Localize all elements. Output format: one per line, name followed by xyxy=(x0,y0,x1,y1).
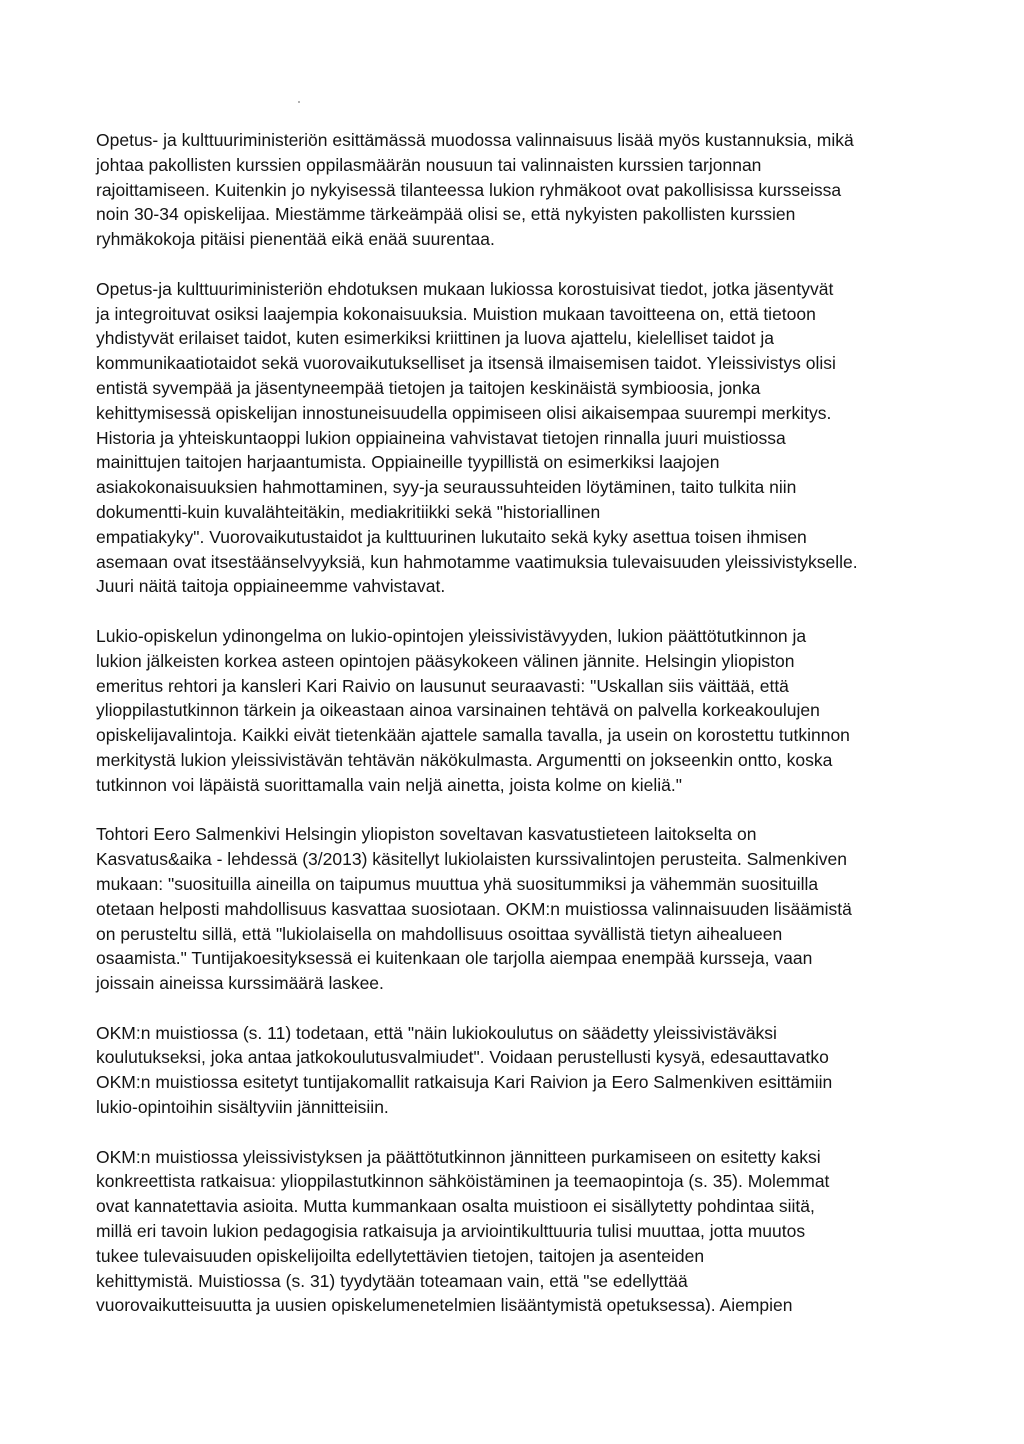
text-line: noin 30-34 opiskelijaa. Miestämme tärkeämpää olisi se, että nykyisten pakollisten kurssien xyxy=(96,204,796,225)
text-line: OKM:n muistiossa esitetyt tuntijakomallit ratkaisuja Kari Raivion ja Eero Salmenkiven esittämiin xyxy=(96,1072,833,1093)
paragraph-1 xyxy=(96,128,936,252)
paragraph-3 xyxy=(96,624,936,798)
text-line: vuorovaikutteisuutta ja uusien opiskelumenetelmien lisääntymistä opetuksessa). Aiempien xyxy=(96,1295,793,1316)
text-line: opiskelijavalintoja. Kaikki eivät tietenkään ajattele samalla tavalla, ja usein on korostettu tutkinnon xyxy=(96,725,850,746)
paragraph-5 xyxy=(96,1021,936,1120)
text-line: yhdistyvät erilaiset taidot, kuten esimerkiksi kriittinen ja luova ajattelu, kielelliset taidot ja xyxy=(96,328,774,349)
text-line: mukaan: "suosituilla aineilla on taipumus muuttua yhä suositummiksi ja vähemmän suosituilla xyxy=(96,873,819,894)
text-line: asemaan ovat itsestäänselvyyksiä, kun hahmotamme vaatimuksia tulevaisuuden yleissivistykselle. xyxy=(96,551,858,572)
text-line: tukee tulevaisuuden opiskelijoilta edellytettävien tietojen, taitojen ja asenteiden xyxy=(96,1245,705,1266)
text-line: merkitystä lukion yleissivistävän tehtävän näkökulmasta. Argumentti on jokseenkin ontto, koska xyxy=(96,749,833,770)
text-line: mainittujen taitojen harjaantumista. Oppiaineille tyypillistä on esimerkiksi laajojen xyxy=(96,452,720,473)
scan-speck xyxy=(298,101,300,103)
text-line: ryhmäkokoja pitäisi pienentää eikä enää suurentaa. xyxy=(96,229,495,250)
text-line: kehittymistä. Muistiossa (s. 31) tyydytään toteamaan vain, että "se edellyttää xyxy=(96,1270,688,1291)
text-line: koulutukseksi, joka antaa jatkokoulutusvalmiudet". Voidaan perustellusti kysyä, edesauttavatko xyxy=(96,1047,829,1068)
text-line: emeritus rehtori ja kansleri Kari Raivio on lausunut seuraavasti: "Uskallan siis väittää, että xyxy=(96,675,789,696)
paragraph-2 xyxy=(96,277,936,599)
document-body xyxy=(96,128,936,1343)
text-line: Tohtori Eero Salmenkivi Helsingin yliopiston soveltavan kasvatustieteen laitokselta on xyxy=(96,824,757,845)
text-line: Juuri näitä taitoja oppiaineemme vahvistavat. xyxy=(96,576,446,597)
text-line: kommunikaatiotaidot sekä vuorovaikutukselliset ja itsensä ilmaisemisen taidot. Yleissivistys olisi xyxy=(96,353,836,374)
text-line: johtaa pakollisten kurssien oppilasmäärän nousuun tai valinnaisten kurssien tarjonnan xyxy=(96,154,762,175)
text-line: Opetus-ja kulttuuriministeriön ehdotuksen mukaan lukiossa korostuisivat tiedot, jotka jäsentyvät xyxy=(96,278,834,299)
text-line: ylioppilastutkinnon tärkein ja oikeastaan ainoa varsinainen tehtävä on palvella korkeakoulujen xyxy=(96,700,820,721)
text-line: otetaan helposti mahdollisuus kasvattaa suosiotaan. OKM:n muistiossa valinnaisuuden lisäämistä xyxy=(96,898,852,919)
text-line: joissain aineissa kurssimäärä laskee. xyxy=(96,973,384,994)
paragraph-4 xyxy=(96,822,936,996)
text-line: kehittymisessä opiskelijan innostuneisuudella oppimiseen olisi aikaisempaa suurempi merkitys. xyxy=(96,402,832,423)
text-line: rajoittamiseen. Kuitenkin jo nykyisessä tilanteessa lukion ryhmäkoot ovat pakollisissa kursseissa xyxy=(96,179,842,200)
text-line: lukio-opintoihin sisältyviin jännitteisiin. xyxy=(96,1097,389,1118)
text-line: OKM:n muistiossa yleissivistyksen ja päättötutkinnon jännitteen purkamiseen on esitetty kaksi xyxy=(96,1146,821,1167)
text-line: dokumentti-kuin kuvalähteitäkin, mediakritiikki sekä "historiallinen xyxy=(96,501,601,522)
text-line: Opetus- ja kulttuuriministeriön esittämässä muodossa valinnaisuus lisää myös kustannuksia, mikä xyxy=(96,130,854,150)
text-line: empatiakyky". Vuorovaikutustaidot ja kulttuurinen lukutaito sekä kyky asettua toisen ihmisen xyxy=(96,526,807,547)
text-line: entistä syvempää ja jäsentyneempää tietojen ja taitojen keskinäistä symbioosia, jonka xyxy=(96,377,761,398)
text-line: asiakokonaisuuksien hahmottaminen, syy-ja seuraussuhteiden löytäminen, taito tulkita niin xyxy=(96,477,797,498)
text-line: Historia ja yhteiskuntaoppi lukion oppiaineina vahvistavat tietojen rinnalla juuri muistiossa xyxy=(96,427,786,448)
text-line: tutkinnon voi läpäistä suorittamalla vain neljä ainetta, joista kolme on kieliä." xyxy=(96,774,682,795)
text-line: Kasvatus&aika - lehdessä (3/2013) käsitellyt lukiolaisten kurssivalintojen perusteita. Salmenkiven xyxy=(96,849,847,870)
text-line: Lukio-opiskelun ydinongelma on lukio-opintojen yleissivistävyyden, lukion päättötutkinnon ja xyxy=(96,625,807,646)
text-line: lukion jälkeisten korkea asteen opintojen pääsykokeen välinen jännite. Helsingin yliopiston xyxy=(96,650,795,671)
text-line: OKM:n muistiossa (s. 11) todetaan, että "näin lukiokoulutus on säädetty yleissivistäväksi xyxy=(96,1022,777,1043)
text-line: ja integroituvat osiksi laajempia kokonaisuuksia. Muistion mukaan tavoitteena on, että tietoon xyxy=(96,303,816,324)
text-line: ovat kannatettavia asioita. Mutta kummankaan osalta muistioon ei sisällytetty pohdintaa siitä, xyxy=(96,1196,815,1217)
text-line: osaamista." Tuntijakoesityksessä ei kuitenkaan ole tarjolla aiempaa enempää kursseja, vaan xyxy=(96,948,813,969)
text-line: millä eri tavoin lukion pedagogisia ratkaisuja ja arviointikulttuuria tulisi muuttaa, jotta muutos xyxy=(96,1221,806,1242)
paragraph-6 xyxy=(96,1145,936,1319)
text-line: on perusteltu sillä, että "lukiolaisella on mahdollisuus osoittaa syvällistä tietyn aihealueen xyxy=(96,923,783,944)
text-line: konkreettista ratkaisua: ylioppilastutkinnon sähköistäminen ja teemaopintoja (s. 35). Molemmat xyxy=(96,1171,830,1192)
